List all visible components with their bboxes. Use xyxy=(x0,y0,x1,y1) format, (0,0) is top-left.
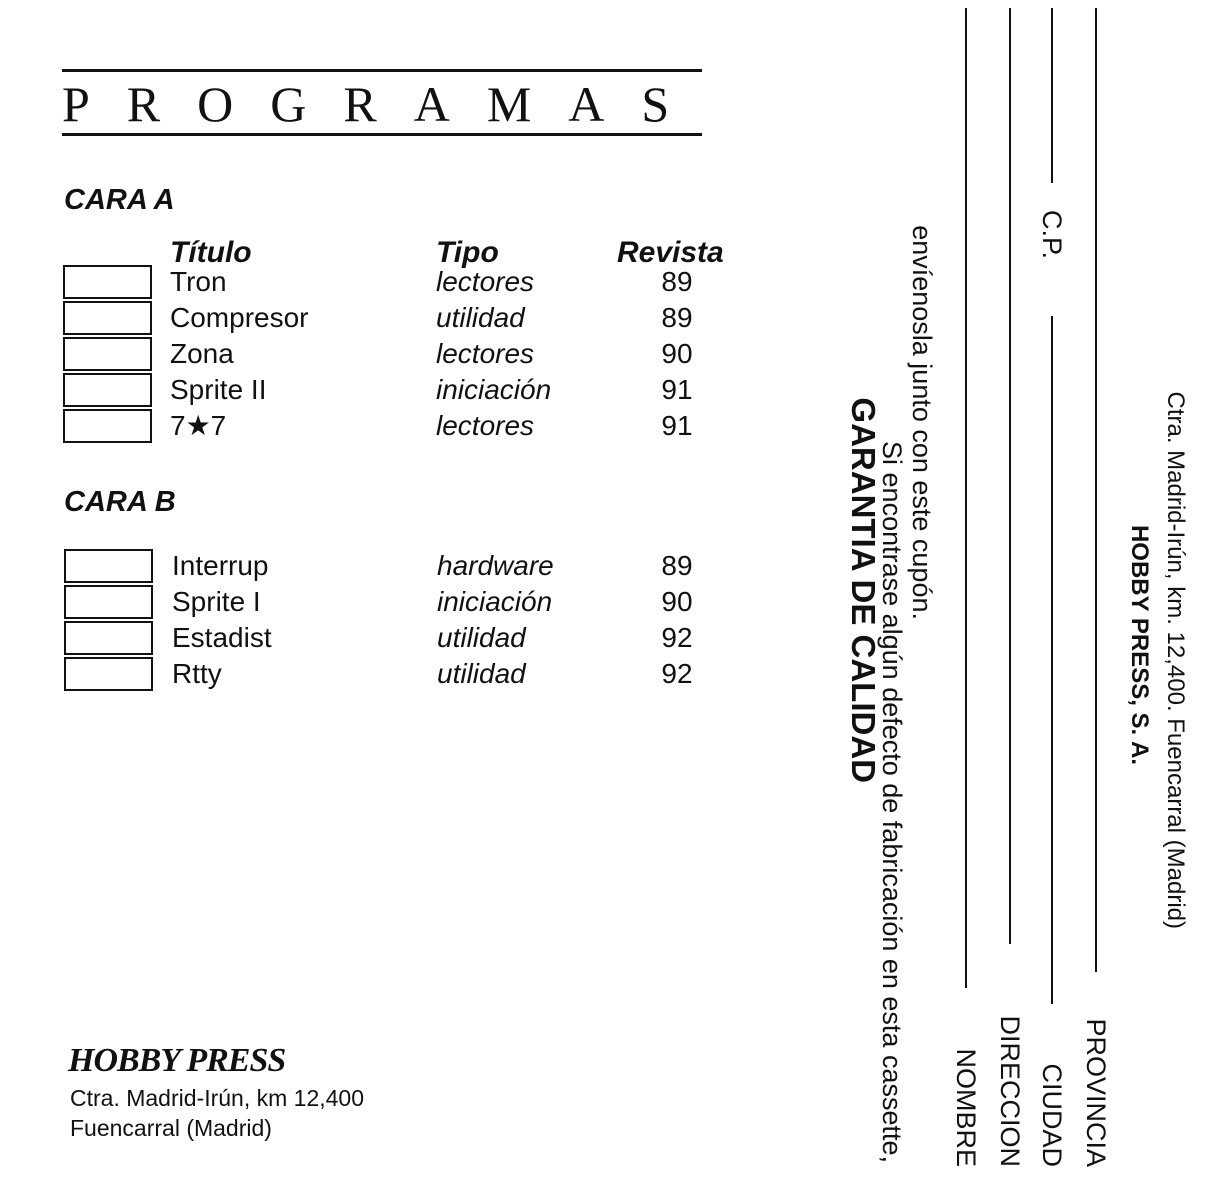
coupon-company: HOBBY PRESS, S. A. xyxy=(1126,524,1153,765)
column-header-tipo: Tipo xyxy=(436,236,499,269)
program-type: utilidad xyxy=(437,658,526,689)
program-type: lectores xyxy=(436,266,535,297)
field-label-cp: C.P. xyxy=(1037,210,1067,260)
program-issue: 91 xyxy=(661,374,693,405)
program-row xyxy=(0,265,760,301)
program-issue: 89 xyxy=(661,302,693,333)
checkbox[interactable] xyxy=(63,265,152,299)
coupon-text: envíenosla junto con este cupón. xyxy=(907,225,937,620)
program-issue: 89 xyxy=(661,266,693,297)
checkbox[interactable] xyxy=(64,657,153,691)
direccion-field[interactable] xyxy=(1009,8,1011,944)
publisher-logo: HOBBY PRESS xyxy=(68,1042,286,1079)
checkbox[interactable] xyxy=(64,549,153,583)
program-title: 7★7 xyxy=(170,410,227,441)
field-label-ciudad: CIUDAD xyxy=(1037,1063,1067,1167)
checkbox[interactable] xyxy=(63,373,152,407)
checkbox[interactable] xyxy=(64,585,153,619)
program-type: utilidad xyxy=(437,622,526,653)
program-row xyxy=(0,301,760,337)
program-issue: 90 xyxy=(661,338,693,369)
title-rule-top xyxy=(62,69,702,72)
program-title: Rtty xyxy=(172,658,222,689)
page-title: PROGRAMAS xyxy=(62,76,707,132)
program-row xyxy=(0,585,760,621)
provincia-field[interactable] xyxy=(1095,8,1097,972)
program-issue: 92 xyxy=(661,622,693,653)
nombre-field[interactable] xyxy=(965,8,967,988)
program-issue: 91 xyxy=(661,410,693,441)
program-row xyxy=(0,409,760,445)
field-label-nombre: NOMBRE xyxy=(951,1048,981,1167)
program-issue: 92 xyxy=(661,658,693,689)
side-a-heading: CARA A xyxy=(64,184,175,216)
program-type: hardware xyxy=(437,550,554,581)
warranty-coupon xyxy=(795,0,1215,1183)
program-title: Sprite I xyxy=(172,586,261,617)
coupon-title: GARANTIA DE CALIDAD xyxy=(845,397,882,783)
checkbox[interactable] xyxy=(63,337,152,371)
program-title: Interrup xyxy=(172,550,269,581)
program-row xyxy=(0,621,760,657)
program-type: iniciación xyxy=(436,374,552,405)
program-row xyxy=(0,373,760,409)
checkbox[interactable] xyxy=(63,409,152,443)
program-title: Tron xyxy=(170,266,227,297)
program-row xyxy=(0,657,760,693)
cp-field[interactable] xyxy=(1051,8,1053,183)
field-label-direccion: DIRECCION xyxy=(995,1015,1025,1167)
program-type: lectores xyxy=(436,410,535,441)
ciudad-field[interactable] xyxy=(1051,316,1053,1004)
publisher-city: Fuencarral (Madrid) xyxy=(70,1115,272,1141)
program-title: Compresor xyxy=(170,302,309,333)
coupon-address: Ctra. Madrid-Irún, km. 12,400. Fuencarral (Madrid) xyxy=(1162,391,1189,929)
coupon-text: Si encontrase algún defecto de fabricación en esta cassette, xyxy=(877,441,907,1163)
program-title: Sprite II xyxy=(170,374,267,405)
side-b-heading: CARA B xyxy=(64,486,176,518)
column-header-revista: Revista xyxy=(617,236,724,269)
checkbox[interactable] xyxy=(63,301,152,335)
program-type: lectores xyxy=(436,338,535,369)
program-title: Estadist xyxy=(172,622,272,653)
program-title: Zona xyxy=(170,338,234,369)
column-header-titulo: Título xyxy=(170,236,252,269)
program-row xyxy=(0,549,760,585)
checkbox[interactable] xyxy=(64,621,153,655)
program-row xyxy=(0,337,760,373)
publisher-address: Ctra. Madrid-Irún, km 12,400 xyxy=(70,1085,365,1111)
field-label-provincia: PROVINCIA xyxy=(1081,1018,1111,1167)
program-issue: 90 xyxy=(661,586,693,617)
program-type: iniciación xyxy=(437,586,553,617)
program-issue: 89 xyxy=(661,550,693,581)
program-type: utilidad xyxy=(436,302,525,333)
title-rule-bottom xyxy=(62,133,702,136)
